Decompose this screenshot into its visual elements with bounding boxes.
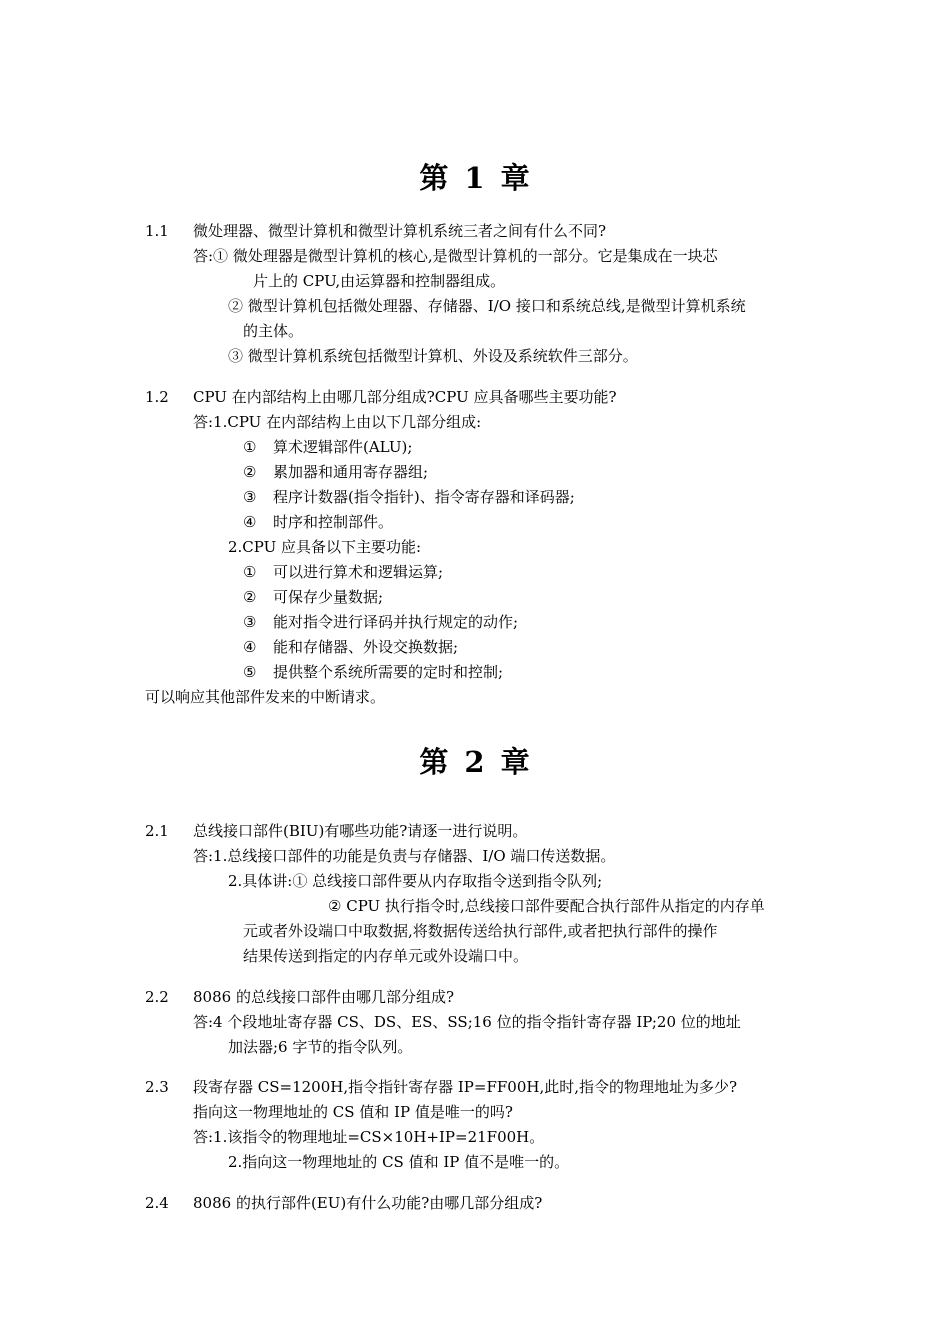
list-marker: ①	[243, 563, 257, 581]
chapter-1-title: 第 1 章	[419, 161, 531, 195]
list-item: 能和存储器、外设交换数据;	[273, 638, 459, 656]
list-marker: ③	[243, 613, 257, 631]
answer-line: 的主体。	[243, 322, 304, 340]
question-number: 1.1	[145, 222, 169, 240]
answer-line: ③ 微型计算机系统包括微型计算机、外设及系统软件三部分。	[228, 347, 638, 365]
answer-line: 加法器;6 字节的指令队列。	[228, 1038, 413, 1056]
list-item: 程序计数器(指令指针)、指令寄存器和译码器;	[273, 488, 575, 506]
list-marker: ①	[243, 438, 257, 456]
answer-line: ② CPU 执行指令时,总线接口部件要配合执行部件从指定的内存单	[328, 897, 765, 915]
list-item: 时序和控制部件。	[273, 513, 394, 531]
list-item: 累加器和通用寄存器组;	[273, 463, 429, 481]
answer-intro: 答:1.CPU 在内部结构上由以下几部分组成:	[193, 413, 482, 431]
list-marker: ④	[243, 638, 257, 656]
answer-line: 答:1.该指令的物理地址=CS×10H+IP=21F00H。	[193, 1128, 545, 1146]
question-text: 段寄存器 CS=1200H,指令指针寄存器 IP=FF00H,此时,指令的物理地址为多少?	[193, 1078, 738, 1096]
list-marker: ②	[243, 588, 257, 606]
list-item: 算术逻辑部件(ALU);	[273, 438, 413, 456]
question-text: 指向这一物理地址的 CS 值和 IP 值是唯一的吗?	[193, 1103, 513, 1121]
question-text: 8086 的执行部件(EU)有什么功能?由哪几部分组成?	[193, 1194, 543, 1212]
list-marker: ②	[243, 463, 257, 481]
list-item: 能对指令进行译码并执行规定的动作;	[273, 613, 519, 631]
answer-line: ② 微型计算机包括微处理器、存储器、I/O 接口和系统总线,是微型计算机系统	[228, 297, 746, 315]
answer-line: 元或者外设端口中取数据,将数据传送给执行部件,或者把执行部件的操作	[243, 922, 718, 940]
answer-line: 答:4 个段地址寄存器 CS、DS、ES、SS;16 位的指令指针寄存器 IP;20 位的地址	[193, 1013, 741, 1031]
question-number: 2.3	[145, 1078, 169, 1096]
question-text: CPU 在内部结构上由哪几部分组成?CPU 应具备哪些主要功能?	[193, 388, 617, 406]
answer-line: 片上的 CPU,由运算器和控制器组成。	[253, 272, 506, 290]
question-number: 2.4	[145, 1194, 169, 1212]
question-text: 微处理器、微型计算机和微型计算机系统三者之间有什么不同?	[193, 222, 607, 240]
answer-line: 2.具体讲:① 总线接口部件要从内存取指令送到指令队列;	[228, 872, 603, 890]
list-item: 可保存少量数据;	[273, 588, 384, 606]
list-marker: ④	[243, 513, 257, 531]
question-number: 1.2	[145, 388, 169, 406]
answer-line: 答:① 微处理器是微型计算机的核心,是微型计算机的一部分。它是集成在一块芯	[193, 247, 718, 265]
functions-intro: 2.CPU 应具备以下主要功能:	[228, 538, 422, 556]
answer-line: 2.指向这一物理地址的 CS 值和 IP 值不是唯一的。	[228, 1153, 570, 1171]
list-marker: ③	[243, 488, 257, 506]
question-text: 8086 的总线接口部件由哪几部分组成?	[193, 988, 454, 1006]
question-text: 总线接口部件(BIU)有哪些功能?请逐一进行说明。	[193, 822, 528, 840]
chapter-2-title: 第 2 章	[419, 745, 531, 779]
answer-line: 答:1.总线接口部件的功能是负责与存储器、I/O 端口传送数据。	[193, 847, 616, 865]
list-marker: ⑤	[243, 663, 257, 681]
question-number: 2.1	[145, 822, 169, 840]
tail-text: 可以响应其他部件发来的中断请求。	[145, 688, 386, 706]
question-number: 2.2	[145, 988, 169, 1006]
answer-line: 结果传送到指定的内存单元或外设端口中。	[243, 947, 529, 965]
list-item: 可以进行算术和逻辑运算;	[273, 563, 444, 581]
list-item: 提供整个系统所需要的定时和控制;	[273, 663, 504, 681]
